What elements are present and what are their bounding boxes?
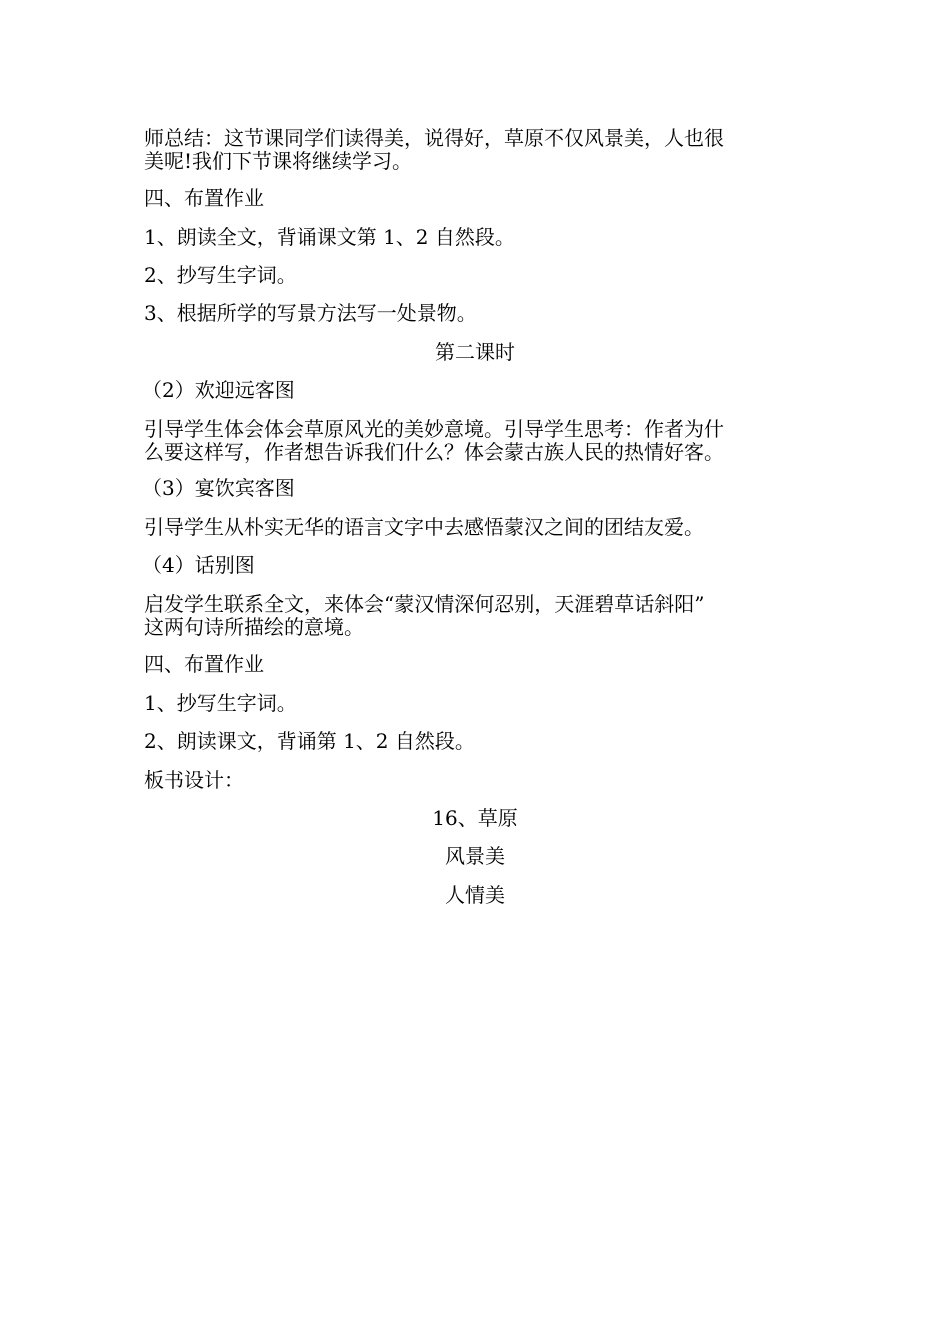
section-2-line-1: 引导学生体会体会草原风光的美妙意境。引导学生思考：作者为什 xyxy=(144,417,724,441)
board-design-label: 板书设计： xyxy=(144,768,244,792)
section-4-heading: （4）话别图 xyxy=(142,553,255,577)
homework-heading-2: 四、布置作业 xyxy=(144,652,264,676)
section-4-line-1: 启发学生联系全文，来体会“蒙汉情深何忍别，天涯碧草话斜阳” xyxy=(144,592,705,616)
homework-item: 1、朗读全文，背诵课文第 1、2 自然段。 xyxy=(144,225,515,249)
homework-item: 2、抄写生字词。 xyxy=(144,263,297,287)
section-2-line-2: 么要这样写，作者想告诉我们什么？体会蒙古族人民的热情好客。 xyxy=(144,440,724,464)
board-design-point: 风景美 xyxy=(445,844,505,868)
board-design-title: 16、草原 xyxy=(432,806,518,830)
section-4-line-2: 这两句诗所描绘的意境。 xyxy=(144,615,364,639)
summary-line-1: 师总结：这节课同学们读得美，说得好，草原不仅风景美，人也很 xyxy=(144,126,724,150)
lesson-2-title: 第二课时 xyxy=(435,340,515,364)
homework-heading-1: 四、布置作业 xyxy=(144,186,264,210)
summary-line-2: 美呢!我们下节课将继续学习。 xyxy=(144,149,413,173)
section-3-text: 引导学生从朴实无华的语言文字中去感悟蒙汉之间的团结友爱。 xyxy=(144,515,704,539)
homework-item: 3、根据所学的写景方法写一处景物。 xyxy=(144,301,477,325)
section-2-heading: （2）欢迎远客图 xyxy=(142,378,295,402)
homework-item: 2、朗读课文，背诵第 1、2 自然段。 xyxy=(144,729,475,753)
homework-item: 1、抄写生字词。 xyxy=(144,691,297,715)
section-3-heading: （3）宴饮宾客图 xyxy=(142,476,295,500)
board-design-point: 人情美 xyxy=(445,883,505,907)
